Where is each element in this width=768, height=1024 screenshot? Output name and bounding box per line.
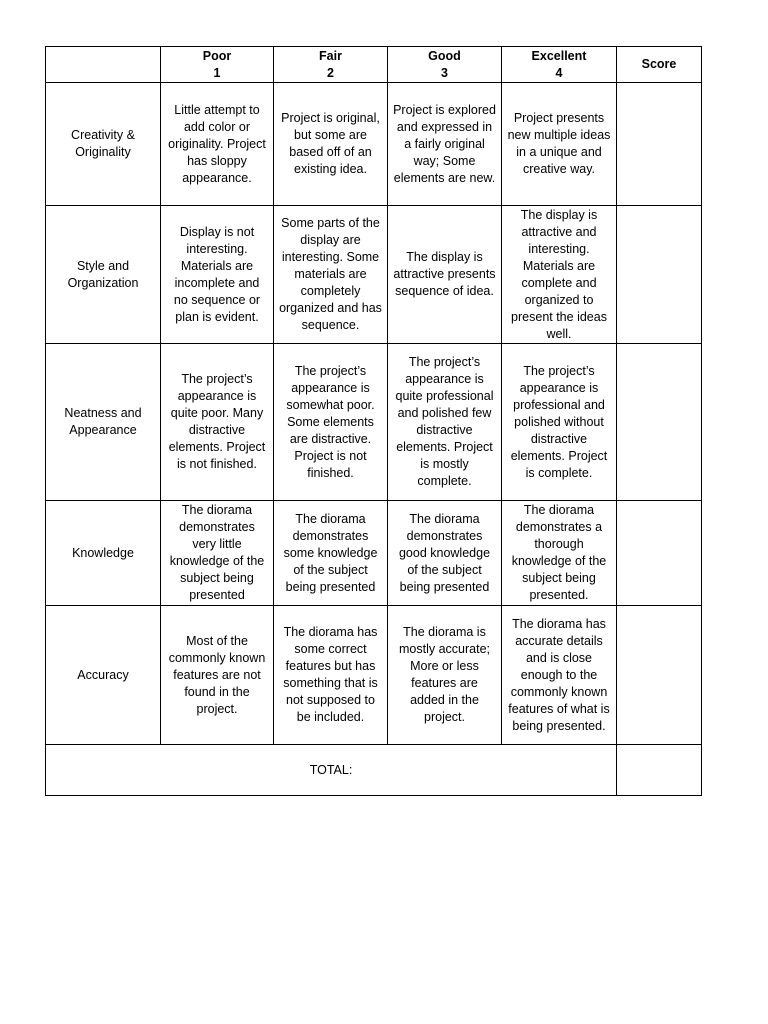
- criterion-label: Neatness and Appearance: [46, 344, 161, 501]
- descriptor-good: The display is attractive presents sequence of idea.: [388, 206, 502, 344]
- level-name: Poor: [202, 48, 232, 63]
- descriptor-excellent: Project presents new multiple ideas in a unique and creative way.: [502, 83, 617, 206]
- criterion-label: Knowledge: [46, 501, 161, 606]
- rubric-table: [45, 46, 702, 796]
- descriptor-excellent: The diorama demonstrates a thorough knowledge of the subject being presented.: [502, 501, 617, 606]
- descriptor-good: The diorama demonstrates good knowledge of the subject being presented: [388, 501, 502, 606]
- descriptor-fair: The diorama has some correct features but has something that is not supposed to be included.: [274, 606, 388, 745]
- descriptor-poor: Display is not interesting. Materials are incomplete and no sequence or plan is evident.: [161, 206, 274, 344]
- criterion-label: Creativity & Originality: [46, 83, 161, 206]
- descriptor-fair: The diorama demonstrates some knowledge of the subject being presented: [274, 501, 388, 606]
- descriptor-poor: The project’s appearance is quite poor. Many distractive elements. Project is not finished.: [161, 344, 274, 501]
- header-level-good: [388, 47, 502, 83]
- header-level-fair: [274, 47, 388, 83]
- level-name: Good: [428, 48, 461, 63]
- descriptor-poor: Most of the commonly known features are not found in the project.: [161, 606, 274, 745]
- level-name: Excellent: [531, 48, 587, 63]
- header-level-excellent: [502, 47, 617, 83]
- score-cell[interactable]: [617, 344, 702, 501]
- descriptor-excellent: The diorama has accurate details and is close enough to the commonly known features of what is being presented.: [502, 606, 617, 745]
- descriptor-good: The diorama is mostly accurate; More or less features are added in the project.: [388, 606, 502, 745]
- rubric-row-neatness: [46, 344, 702, 501]
- level-number: 3: [441, 65, 448, 80]
- rubric-row-accuracy: [46, 606, 702, 745]
- descriptor-fair: The project’s appearance is somewhat poor. Some elements are distractive. Project is not finished.: [274, 344, 388, 501]
- descriptor-good: Project is explored and expressed in a fairly original way; Some elements are new.: [388, 83, 502, 206]
- descriptor-poor: Little attempt to add color or originality. Project has sloppy appearance.: [161, 83, 274, 206]
- criterion-label: Accuracy: [46, 606, 161, 745]
- header-row: [46, 47, 702, 83]
- rubric-row-knowledge: [46, 501, 702, 606]
- total-label: TOTAL:: [46, 745, 617, 796]
- score-cell[interactable]: [617, 606, 702, 745]
- descriptor-good: The project’s appearance is quite professional and polished few distractive elements. Project is mostly complete.: [388, 344, 502, 501]
- level-number: 2: [327, 65, 334, 80]
- level-name: Fair: [319, 48, 342, 63]
- level-number: 4: [555, 65, 563, 80]
- criterion-label: Style and Organization: [46, 206, 161, 344]
- descriptor-fair: Project is original, but some are based off of an existing idea.: [274, 83, 388, 206]
- rubric-row-creativity: [46, 83, 702, 206]
- header-score: Score: [617, 47, 702, 83]
- rubric-row-style: [46, 206, 702, 344]
- header-blank-cell: [46, 47, 161, 83]
- total-row: [46, 745, 702, 796]
- score-cell[interactable]: [617, 206, 702, 344]
- total-score-cell[interactable]: [617, 745, 702, 796]
- descriptor-excellent: The display is attractive and interesting. Materials are complete and organized to present the ideas well.: [502, 206, 617, 344]
- score-cell[interactable]: [617, 501, 702, 606]
- score-cell[interactable]: [617, 83, 702, 206]
- descriptor-fair: Some parts of the display are interesting. Some materials are completely organized and has sequence.: [274, 206, 388, 344]
- descriptor-excellent: The project’s appearance is professional and polished without distractive elements. Project is complete.: [502, 344, 617, 501]
- level-number: 1: [213, 65, 221, 80]
- descriptor-poor: The diorama demonstrates very little knowledge of the subject being presented: [161, 501, 274, 606]
- header-level-poor: [161, 47, 274, 83]
